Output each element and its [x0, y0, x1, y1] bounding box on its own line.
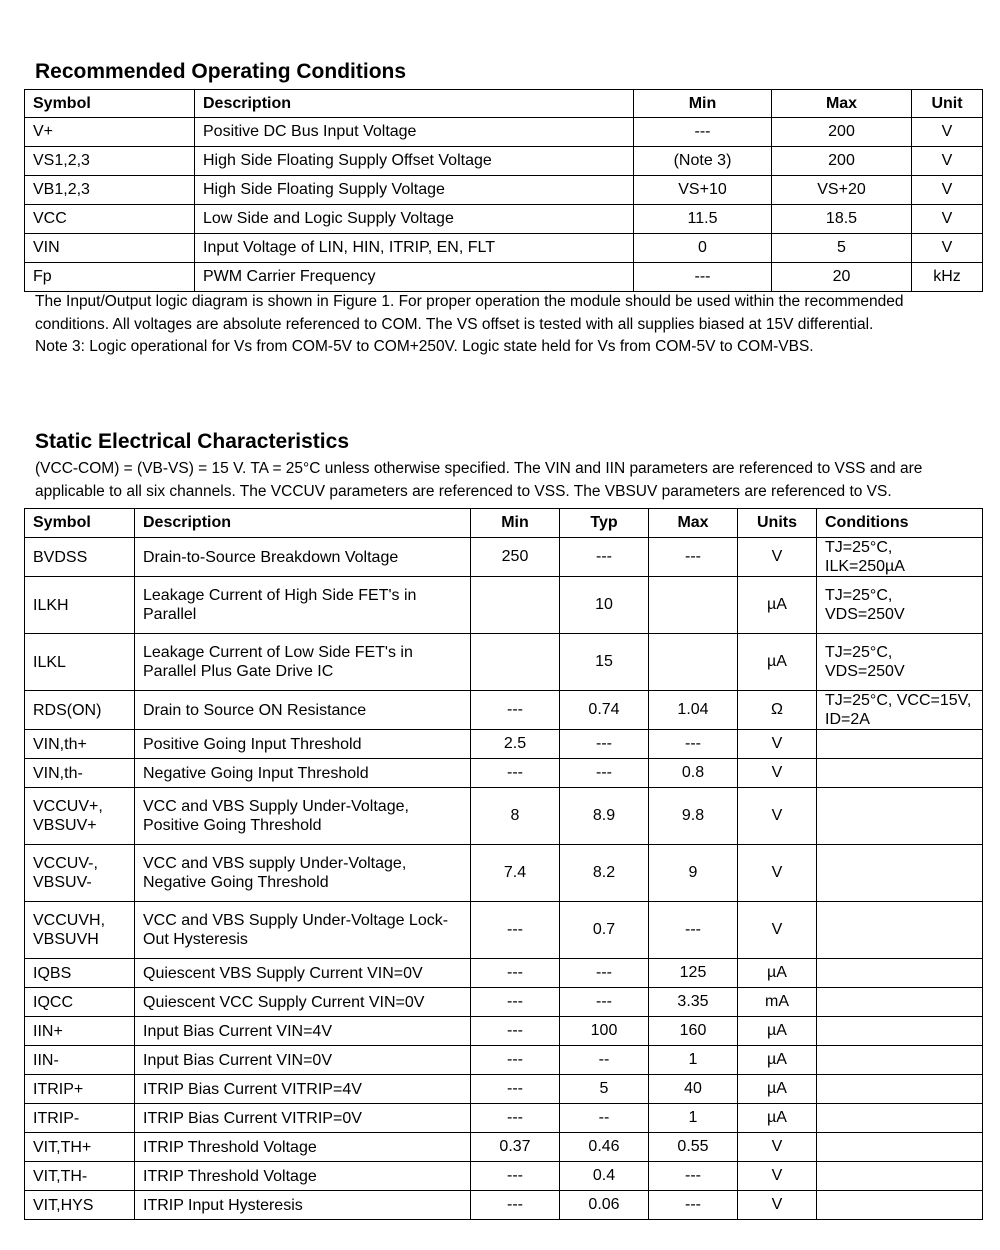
roc-cell-min: 11.5 [634, 205, 772, 234]
sec-row [25, 959, 983, 988]
sec-cell-units: µA [738, 1046, 817, 1075]
sec-cell-symbol: VIT,TH- [25, 1162, 135, 1191]
sec-table-body [25, 538, 983, 1220]
sec-cell-min: --- [471, 1104, 560, 1133]
roc-cell-unit: V [912, 234, 983, 263]
sec-cell-units: mA [738, 988, 817, 1017]
sec-row [25, 759, 983, 788]
sec-row [25, 902, 983, 959]
sec-header-units: Units [738, 509, 817, 538]
sec-cell-conditions [817, 1075, 983, 1104]
sec-cell-min: --- [471, 1191, 560, 1220]
sec-cell-description: ITRIP Input Hysteresis [135, 1191, 471, 1220]
sec-cell-units: V [738, 1191, 817, 1220]
sec-intro: (VCC-COM) = (VB-VS) = 15 V. TA = 25°C unless otherwise specified. The VIN and IIN parameters are referenced to VSS and are applicable to all six channels. The VCCUV parameters are referenced to VSS. The VBSUV parameters are referenced to VS. [35, 460, 923, 500]
sec-cell-units: V [738, 902, 817, 959]
sec-row [25, 1191, 983, 1220]
sec-cell-conditions [817, 788, 983, 845]
roc-cell-symbol: VCC [25, 205, 195, 234]
sec-cell-conditions [817, 1046, 983, 1075]
roc-row [25, 263, 983, 292]
sec-cell-symbol: VCCUV-, VBSUV- [25, 845, 135, 902]
sec-row [25, 845, 983, 902]
sec-cell-min: 8 [471, 788, 560, 845]
sec-cell-units: µA [738, 1075, 817, 1104]
sec-table [24, 508, 983, 1220]
sec-cell-typ: 10 [560, 577, 649, 634]
sec-cell-units: V [738, 759, 817, 788]
roc-cell-min: 0 [634, 234, 772, 263]
sec-cell-conditions [817, 1162, 983, 1191]
sec-cell-description: Positive Going Input Threshold [135, 730, 471, 759]
sec-cell-symbol: ITRIP+ [25, 1075, 135, 1104]
sec-cell-min: --- [471, 1046, 560, 1075]
roc-cell-max: 200 [772, 118, 912, 147]
sec-row [25, 1046, 983, 1075]
sec-cell-max: 40 [649, 1075, 738, 1104]
roc-cell-symbol: Fp [25, 263, 195, 292]
sec-cell-description: Quiescent VBS Supply Current VIN=0V [135, 959, 471, 988]
sec-cell-min: 2.5 [471, 730, 560, 759]
sec-cell-description: Leakage Current of Low Side FET's in Parallel Plus Gate Drive IC [135, 634, 471, 691]
sec-cell-description: VCC and VBS supply Under-Voltage, Negative Going Threshold [135, 845, 471, 902]
sec-cell-description: Negative Going Input Threshold [135, 759, 471, 788]
sec-cell-units: µA [738, 1104, 817, 1133]
sec-cell-symbol: VIN,th- [25, 759, 135, 788]
roc-header-unit: Unit [912, 90, 983, 118]
roc-cell-max: 20 [772, 263, 912, 292]
sec-cell-conditions [817, 759, 983, 788]
sec-cell-conditions [817, 1104, 983, 1133]
roc-cell-max: 18.5 [772, 205, 912, 234]
roc-row [25, 234, 983, 263]
sec-cell-description: ITRIP Threshold Voltage [135, 1162, 471, 1191]
sec-cell-description: Drain to Source ON Resistance [135, 691, 471, 730]
sec-cell-conditions: TJ=25°C, VDS=250V [817, 577, 983, 634]
sec-cell-max: 1 [649, 1104, 738, 1133]
sec-cell-units: µA [738, 959, 817, 988]
roc-cell-description: Positive DC Bus Input Voltage [195, 118, 634, 147]
roc-table [24, 89, 983, 292]
roc-notes [35, 291, 975, 359]
sec-row [25, 538, 983, 577]
sec-row [25, 1104, 983, 1133]
sec-cell-max: 1.04 [649, 691, 738, 730]
roc-cell-unit: V [912, 205, 983, 234]
sec-row [25, 788, 983, 845]
sec-cell-max: --- [649, 730, 738, 759]
sec-header-max: Max [649, 509, 738, 538]
roc-header-max: Max [772, 90, 912, 118]
sec-cell-max: 0.8 [649, 759, 738, 788]
sec-cell-description: Input Bias Current VIN=0V [135, 1046, 471, 1075]
roc-cell-min: VS+10 [634, 176, 772, 205]
sec-cell-description: Quiescent VCC Supply Current VIN=0V [135, 988, 471, 1017]
sec-cell-symbol: IIN+ [25, 1017, 135, 1046]
sec-cell-max: --- [649, 1191, 738, 1220]
roc-cell-unit: kHz [912, 263, 983, 292]
sec-cell-typ: 0.7 [560, 902, 649, 959]
sec-header-conditions: Conditions [817, 509, 983, 538]
sec-cell-max [649, 577, 738, 634]
sec-cell-conditions [817, 988, 983, 1017]
roc-cell-min: --- [634, 263, 772, 292]
sec-header-symbol: Symbol [25, 509, 135, 538]
sec-cell-min: --- [471, 959, 560, 988]
sec-cell-symbol: VCCUVH, VBSUVH [25, 902, 135, 959]
roc-cell-unit: V [912, 176, 983, 205]
sec-cell-min: --- [471, 759, 560, 788]
sec-cell-units: V [738, 845, 817, 902]
sec-cell-units: µA [738, 1017, 817, 1046]
sec-cell-max: --- [649, 1162, 738, 1191]
sec-row [25, 1017, 983, 1046]
sec-cell-min: --- [471, 902, 560, 959]
sec-cell-min [471, 577, 560, 634]
roc-cell-description: Low Side and Logic Supply Voltage [195, 205, 634, 234]
sec-cell-min: --- [471, 691, 560, 730]
sec-cell-max: 125 [649, 959, 738, 988]
sec-cell-units: V [738, 788, 817, 845]
sec-cell-symbol: ILKL [25, 634, 135, 691]
sec-cell-symbol: VCCUV+, VBSUV+ [25, 788, 135, 845]
roc-cell-unit: V [912, 118, 983, 147]
sec-cell-min: 0.37 [471, 1133, 560, 1162]
sec-row [25, 1162, 983, 1191]
sec-cell-symbol: VIT,HYS [25, 1191, 135, 1220]
sec-row [25, 634, 983, 691]
sec-cell-description: VCC and VBS Supply Under-Voltage, Positive Going Threshold [135, 788, 471, 845]
sec-header-typ: Typ [560, 509, 649, 538]
sec-header-row [25, 509, 983, 538]
roc-table-body [25, 118, 983, 292]
sec-cell-max: 3.35 [649, 988, 738, 1017]
sec-cell-conditions: TJ=25°C, VCC=15V, ID=2A [817, 691, 983, 730]
sec-cell-description: ITRIP Bias Current VITRIP=4V [135, 1075, 471, 1104]
roc-cell-max: 5 [772, 234, 912, 263]
sec-cell-typ: 8.9 [560, 788, 649, 845]
sec-cell-units: µA [738, 577, 817, 634]
sec-cell-typ: 0.46 [560, 1133, 649, 1162]
sec-cell-min [471, 634, 560, 691]
sec-cell-conditions [817, 730, 983, 759]
sec-cell-min: 250 [471, 538, 560, 577]
sec-cell-symbol: VIT,TH+ [25, 1133, 135, 1162]
roc-row [25, 118, 983, 147]
sec-cell-symbol: ITRIP- [25, 1104, 135, 1133]
sec-row [25, 730, 983, 759]
roc-cell-min: --- [634, 118, 772, 147]
sec-cell-symbol: RDS(ON) [25, 691, 135, 730]
sec-cell-conditions [817, 1017, 983, 1046]
roc-cell-description: High Side Floating Supply Offset Voltage [195, 147, 634, 176]
sec-row [25, 1133, 983, 1162]
sec-cell-symbol: ILKH [25, 577, 135, 634]
sec-cell-typ: 5 [560, 1075, 649, 1104]
sec-cell-symbol: IIN- [25, 1046, 135, 1075]
sec-cell-units: Ω [738, 691, 817, 730]
sec-cell-min: --- [471, 1075, 560, 1104]
sec-cell-conditions [817, 1133, 983, 1162]
sec-cell-typ: 0.74 [560, 691, 649, 730]
sec-cell-typ: --- [560, 959, 649, 988]
sec-cell-typ: 0.4 [560, 1162, 649, 1191]
roc-title: Recommended Operating Conditions [35, 60, 407, 83]
sec-cell-description: ITRIP Threshold Voltage [135, 1133, 471, 1162]
roc-row [25, 147, 983, 176]
sec-cell-description: Input Bias Current VIN=4V [135, 1017, 471, 1046]
sec-header-description: Description [135, 509, 471, 538]
roc-cell-description: PWM Carrier Frequency [195, 263, 634, 292]
sec-cell-conditions: TJ=25°C, ILK=250µA [817, 538, 983, 577]
roc-cell-max: VS+20 [772, 176, 912, 205]
roc-cell-min: (Note 3) [634, 147, 772, 176]
sec-header-min: Min [471, 509, 560, 538]
sec-cell-description: Drain-to-Source Breakdown Voltage [135, 538, 471, 577]
sec-cell-typ: 0.06 [560, 1191, 649, 1220]
sec-cell-typ: --- [560, 988, 649, 1017]
sec-cell-typ: --- [560, 538, 649, 577]
roc-header-row [25, 90, 983, 118]
sec-cell-conditions: TJ=25°C, VDS=250V [817, 634, 983, 691]
sec-cell-description: Leakage Current of High Side FET's in Parallel [135, 577, 471, 634]
sec-cell-description: VCC and VBS Supply Under-Voltage Lock-Out Hysteresis [135, 902, 471, 959]
roc-cell-symbol: VS1,2,3 [25, 147, 195, 176]
sec-cell-conditions [817, 845, 983, 902]
roc-row [25, 176, 983, 205]
sec-cell-max: 9.8 [649, 788, 738, 845]
sec-cell-min: --- [471, 1162, 560, 1191]
sec-cell-symbol: IQBS [25, 959, 135, 988]
roc-cell-max: 200 [772, 147, 912, 176]
sec-cell-max: 9 [649, 845, 738, 902]
roc-cell-description: Input Voltage of LIN, HIN, ITRIP, EN, FLT [195, 234, 634, 263]
sec-title: Static Electrical Characteristics [35, 430, 349, 453]
sec-cell-max: 160 [649, 1017, 738, 1046]
sec-cell-max: --- [649, 902, 738, 959]
sec-cell-units: V [738, 730, 817, 759]
sec-cell-conditions [817, 959, 983, 988]
sec-cell-min: --- [471, 1017, 560, 1046]
sec-cell-typ: 8.2 [560, 845, 649, 902]
sec-cell-typ: -- [560, 1104, 649, 1133]
sec-cell-symbol: BVDSS [25, 538, 135, 577]
sec-cell-typ: --- [560, 759, 649, 788]
sec-cell-max: 0.55 [649, 1133, 738, 1162]
roc-cell-symbol: VIN [25, 234, 195, 263]
roc-cell-unit: V [912, 147, 983, 176]
sec-row [25, 988, 983, 1017]
sec-cell-symbol: VIN,th+ [25, 730, 135, 759]
sec-row [25, 577, 983, 634]
roc-header-min: Min [634, 90, 772, 118]
sec-cell-typ: --- [560, 730, 649, 759]
sec-cell-units: µA [738, 634, 817, 691]
sec-cell-min: 7.4 [471, 845, 560, 902]
sec-cell-conditions [817, 1191, 983, 1220]
sec-cell-conditions [817, 902, 983, 959]
sec-cell-typ: 100 [560, 1017, 649, 1046]
sec-cell-symbol: IQCC [25, 988, 135, 1017]
roc-cell-symbol: V+ [25, 118, 195, 147]
sec-row [25, 691, 983, 730]
roc-header-description: Description [195, 90, 634, 118]
roc-note-3: Note 3: Logic operational for Vs from COM-5V to COM+250V. Logic state held for Vs from COM-5V to COM-VBS. [35, 338, 814, 355]
sec-cell-min: --- [471, 988, 560, 1017]
sec-cell-units: V [738, 538, 817, 577]
roc-cell-description: High Side Floating Supply Voltage [195, 176, 634, 205]
sec-cell-max: 1 [649, 1046, 738, 1075]
roc-cell-symbol: VB1,2,3 [25, 176, 195, 205]
roc-note-1: The Input/Output logic diagram is shown in Figure 1. For proper operation the module should be used within the recommended conditions. All voltages are absolute referenced to COM. The VS offset is tested with all supplies biased at 15V differential. [35, 293, 904, 333]
roc-header-symbol: Symbol [25, 90, 195, 118]
sec-cell-typ: -- [560, 1046, 649, 1075]
roc-row [25, 205, 983, 234]
sec-row [25, 1075, 983, 1104]
sec-cell-max: --- [649, 538, 738, 577]
sec-cell-units: V [738, 1133, 817, 1162]
sec-cell-units: V [738, 1162, 817, 1191]
sec-cell-max [649, 634, 738, 691]
sec-cell-description: ITRIP Bias Current VITRIP=0V [135, 1104, 471, 1133]
sec-cell-typ: 15 [560, 634, 649, 691]
